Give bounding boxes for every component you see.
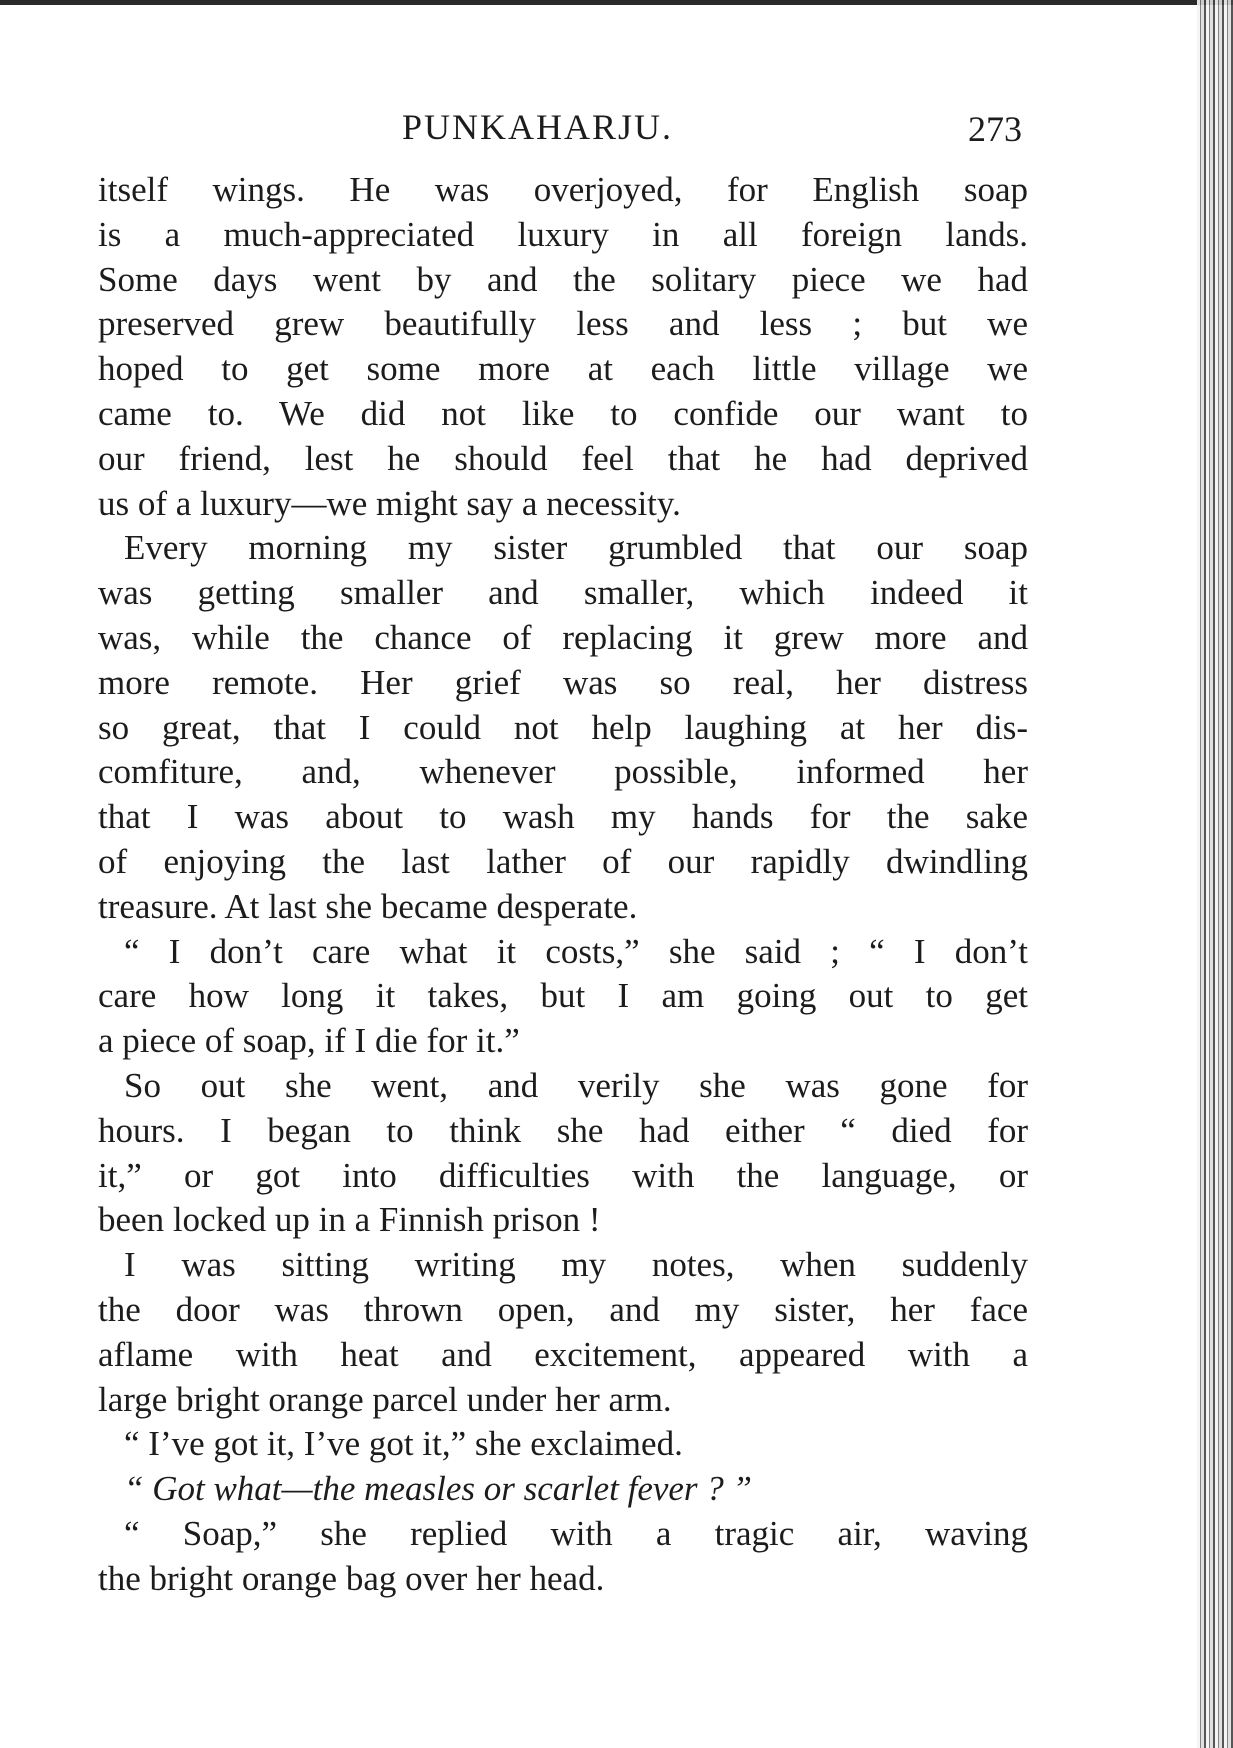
text-line: “ Got what—the measles or scarlet fever ? ” [124, 1469, 753, 1509]
text-line: us of a luxury—we might say a necessity. [98, 483, 681, 523]
text-line: comfiture, and, whenever possible, informed her [98, 752, 1028, 792]
paragraph-4 [98, 1064, 1028, 1243]
text-line: I was sitting writing my notes, when suddenly [124, 1245, 1028, 1285]
paragraph-8 [98, 1512, 1028, 1602]
text-line: preserved grew beautifully less and less ; but we [98, 304, 1028, 344]
text-line: was getting smaller and smaller, which indeed it [98, 573, 1028, 613]
text-line: of enjoying the last lather of our rapidly dwindling [98, 841, 1028, 881]
text-line: large bright orange parcel under her arm. [98, 1379, 672, 1419]
text-line: came to. We did not like to confide our want to [98, 393, 1028, 433]
text-line: treasure. At last she became desperate. [98, 886, 638, 926]
text-line: the door was thrown open, and my sister, her face [98, 1289, 1028, 1329]
running-title: PUNKAHARJU. [402, 107, 674, 147]
text-line: more remote. Her grief was so real, her distress [98, 662, 1028, 702]
text-line: “ Soap,” she replied with a tragic air, waving [124, 1513, 1028, 1553]
text-line: hoped to get some more at each little village we [98, 349, 1028, 389]
text-line: “ I don’t care what it costs,” she said ; “ I don’t [124, 931, 1028, 971]
text-line: so great, that I could not help laughing at her dis- [98, 707, 1028, 747]
text-line: Every morning my sister grumbled that our soap [124, 528, 1028, 568]
text-line: the bright orange bag over her head. [98, 1558, 605, 1598]
text-line: was, while the chance of replacing it grew more and [98, 617, 1028, 657]
page-top-edge [0, 0, 1233, 5]
paragraph-2 [98, 526, 1028, 929]
page-number: 273 [968, 109, 1022, 149]
running-head [0, 103, 1233, 153]
text-line: that I was about to wash my hands for the sake [98, 797, 1028, 837]
text-line: care how long it takes, but I am going out to get [98, 976, 1028, 1016]
text-line: itself wings. He was overjoyed, for English soap [98, 170, 1028, 209]
paragraph-7 [98, 1467, 1028, 1512]
text-line: Some days went by and the solitary piece we had [98, 259, 1028, 299]
paragraph-1 [98, 168, 1028, 526]
text-line: been locked up in a Finnish prison ! [98, 1200, 601, 1240]
paragraph-5 [98, 1243, 1028, 1422]
text-line: hours. I began to think she had either “ died for [98, 1110, 1028, 1150]
paragraph-6 [98, 1422, 1028, 1467]
text-line: aflame with heat and excitement, appeared with a [98, 1334, 1028, 1374]
text-line: is a much-appreciated luxury in all foreign lands. [98, 214, 1028, 254]
text-line: “ I’ve got it, I’ve got it,” she exclaimed. [124, 1424, 683, 1464]
body-text [98, 168, 1028, 1602]
text-line: it,” or got into difficulties with the language, or [98, 1155, 1028, 1195]
book-spine-edge [1197, 0, 1233, 1748]
text-line: So out she went, and verily she was gone for [124, 1065, 1028, 1105]
paragraph-3 [98, 930, 1028, 1064]
text-line: our friend, lest he should feel that he had deprived [98, 438, 1028, 478]
text-line: a piece of soap, if I die for it.” [98, 1021, 520, 1061]
